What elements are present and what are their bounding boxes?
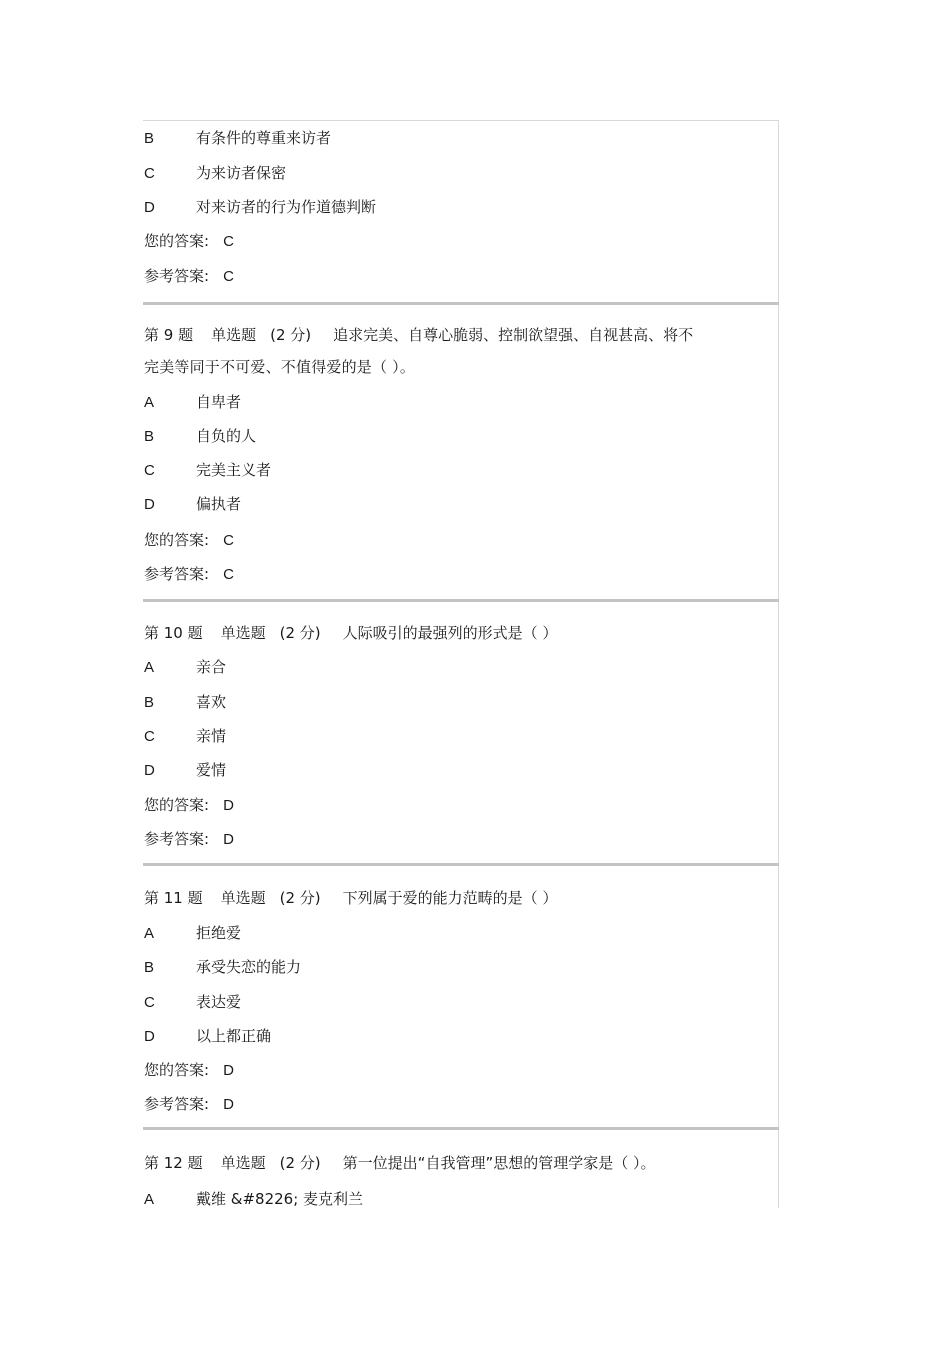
your-answer-value: D — [223, 797, 234, 814]
question-stem: 下列属于爱的能力范畴的是（ ） — [342, 889, 558, 907]
option-letter: C — [144, 165, 155, 182]
option-text: 为来访者保密 — [196, 164, 287, 182]
reference-answer-value: C — [223, 268, 234, 285]
question-number: 第 10 题 — [144, 624, 203, 642]
your-answer-label: 您的答案: — [144, 531, 210, 549]
option-letter: A — [144, 1191, 155, 1208]
question-score: (2 分) — [279, 624, 321, 642]
option-letter: D — [144, 762, 155, 779]
question-score: (2 分) — [279, 889, 321, 907]
question-header — [144, 1153, 655, 1173]
reference-answer-value: C — [223, 566, 234, 583]
question-divider — [143, 1127, 779, 1130]
your-answer-row — [144, 231, 234, 251]
question-stem: 人际吸引的最强列的形式是（ ） — [342, 624, 558, 642]
option-letter: A — [144, 659, 155, 676]
your-answer-label: 您的答案: — [144, 232, 210, 250]
option-text: 有条件的尊重来访者 — [196, 129, 332, 147]
your-answer-label: 您的答案: — [144, 796, 210, 814]
option-letter: C — [144, 994, 155, 1011]
option-row — [144, 692, 226, 712]
question-type: 单选题 — [211, 326, 257, 344]
option-text: 喜欢 — [196, 693, 227, 711]
option-letter: C — [144, 728, 155, 745]
option-text: 爱情 — [196, 761, 227, 779]
your-answer-row — [144, 795, 234, 815]
option-row — [144, 726, 226, 746]
option-row — [144, 760, 226, 780]
question-header — [144, 325, 693, 345]
question-header — [144, 623, 557, 643]
option-row — [144, 392, 241, 412]
your-answer-value: C — [223, 233, 234, 250]
option-text: 完美主义者 — [196, 461, 272, 479]
your-answer-value: C — [223, 532, 234, 549]
your-answer-label: 您的答案: — [144, 1061, 210, 1079]
option-letter: B — [144, 428, 155, 445]
question-divider — [143, 302, 779, 305]
option-letter: B — [144, 694, 155, 711]
option-text: 偏执者 — [196, 495, 242, 513]
reference-answer-label: 参考答案: — [144, 1095, 210, 1113]
option-letter: D — [144, 496, 155, 513]
question-type: 单选题 — [220, 1154, 266, 1172]
question-divider — [143, 863, 779, 866]
option-row — [144, 128, 331, 148]
option-row — [144, 657, 226, 677]
reference-answer-row — [144, 1094, 234, 1114]
reference-answer-value: D — [223, 1096, 234, 1113]
option-row — [144, 163, 286, 183]
option-text: 以上都正确 — [196, 1027, 272, 1045]
option-text: 自负的人 — [196, 427, 257, 445]
your-answer-value: D — [223, 1062, 234, 1079]
option-text: 自卑者 — [196, 393, 242, 411]
question-number: 第 12 题 — [144, 1154, 203, 1172]
your-answer-row — [144, 1060, 234, 1080]
question-stem: 追求完美、自尊心脆弱、控制欲望强、自视甚高、将不 — [333, 326, 694, 344]
question-type: 单选题 — [220, 889, 266, 907]
option-row — [144, 1026, 271, 1046]
option-row — [144, 1189, 363, 1209]
option-row — [144, 426, 256, 446]
question-stem: 第一位提出“自我管理”思想的管理学家是（ ）。 — [342, 1154, 656, 1172]
option-row — [144, 923, 241, 943]
reference-answer-label: 参考答案: — [144, 267, 210, 285]
option-text: 戴维 &#8226; 麦克利兰 — [196, 1190, 364, 1208]
option-row — [144, 992, 241, 1012]
option-text: 对来访者的行为作道德判断 — [196, 198, 377, 216]
question-stem-continuation: 完美等同于不可爱、不值得爱的是（ ）。 — [144, 358, 416, 376]
option-row — [144, 957, 301, 977]
option-letter: A — [144, 394, 155, 411]
option-letter: C — [144, 462, 155, 479]
reference-answer-row — [144, 266, 234, 286]
option-row — [144, 197, 376, 217]
option-row — [144, 494, 241, 514]
option-letter: B — [144, 130, 155, 147]
question-type: 单选题 — [220, 624, 266, 642]
option-letter: A — [144, 925, 155, 942]
option-text: 拒绝爱 — [196, 924, 242, 942]
question-header — [144, 888, 557, 908]
question-score: (2 分) — [279, 1154, 321, 1172]
option-letter: D — [144, 199, 155, 216]
reference-answer-label: 参考答案: — [144, 830, 210, 848]
option-row — [144, 460, 271, 480]
option-letter: B — [144, 959, 155, 976]
reference-answer-label: 参考答案: — [144, 565, 210, 583]
option-text: 亲合 — [196, 658, 227, 676]
option-letter: D — [144, 1028, 155, 1045]
reference-answer-row — [144, 829, 234, 849]
question-number: 第 9 题 — [144, 326, 194, 344]
question-number: 第 11 题 — [144, 889, 203, 907]
reference-answer-row — [144, 564, 234, 584]
option-text: 承受失恋的能力 — [196, 958, 302, 976]
question-divider — [143, 599, 779, 602]
option-text: 表达爱 — [196, 993, 242, 1011]
question-score: (2 分) — [270, 326, 312, 344]
option-text: 亲情 — [196, 727, 227, 745]
reference-answer-value: D — [223, 831, 234, 848]
your-answer-row — [144, 530, 234, 550]
